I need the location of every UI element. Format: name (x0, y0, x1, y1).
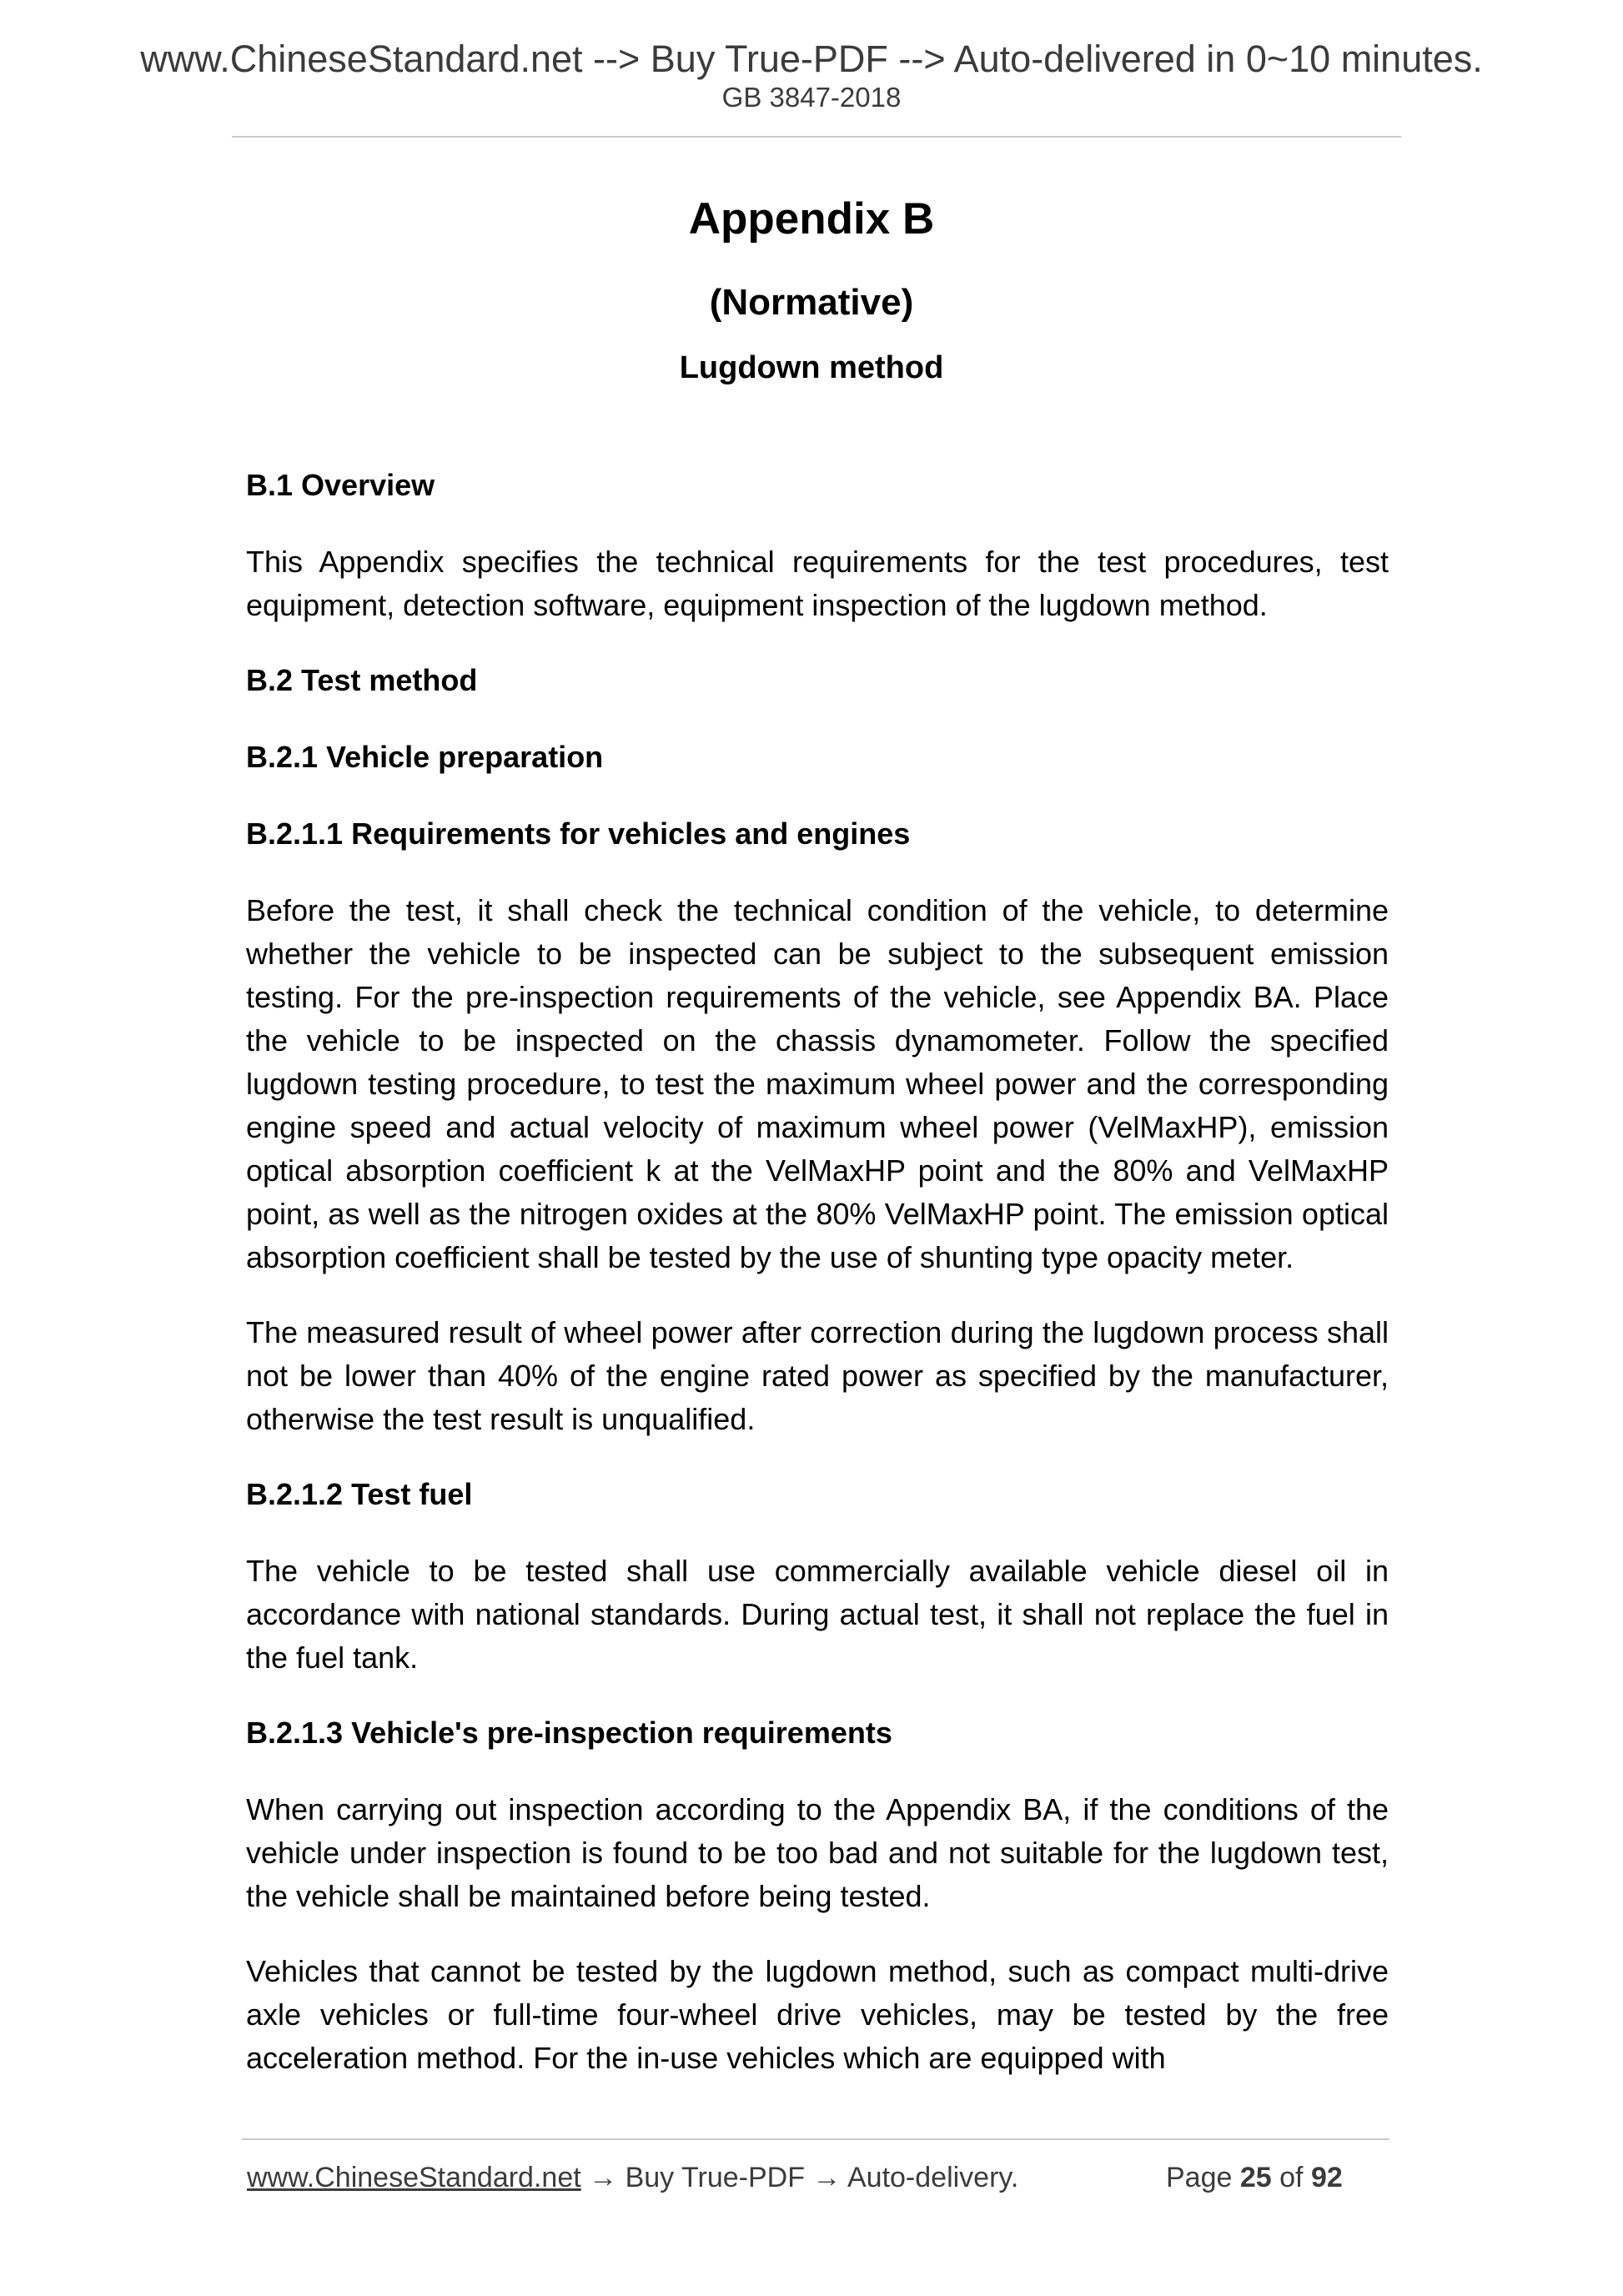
appendix-title: Appendix B (688, 194, 935, 244)
section-heading-b2: B.2 Test method (246, 663, 478, 697)
paragraph-b213-2: Vehicles that cannot be tested by the lugdown method, such as compact multi-drive axle vehicles or full-time four-wheel drive vehicles, may be tested by the free acceleration method. For the in-use vehicles which are equipped with (246, 1954, 1389, 2075)
paragraph-b211-1: Before the test, it shall check the technical condition of the vehicle, to determine whether the vehicle to be inspected can be subject to the subsequent emission testing. For the pre-inspection requirements of the vehicle, see Appendix BA. Place the vehicle to be inspected on the chassis dynamometer. Follow the specified lugdown testing procedure, to test the maximum wheel power and the corresponding engine speed and actual velocity of maximum wheel power (VelMaxHP), emission optical absorption coefficient k at the VelMaxHP point and the 80% and VelMaxHP point, as well as the nitrogen oxides at the 80% VelMaxHP point. The emission optical absorption coefficient shall be tested by the use of shunting type opacity meter. (246, 893, 1389, 1274)
paragraph-b1: This Appendix specifies the technical requirements for the test procedures, test equipment, detection software, equipment inspection of the lugdown method. (246, 545, 1389, 622)
section-heading-b211: B.2.1.1 Requirements for vehicles and engines (246, 816, 911, 851)
footer-divider (242, 2138, 1389, 2140)
footer-promo-text: → Buy True-PDF → Auto-delivery. (580, 2162, 1019, 2193)
section-heading-b21: B.2.1 Vehicle preparation (246, 740, 604, 774)
page-number: 25 (1239, 2162, 1272, 2193)
section-heading-b212: B.2.1.2 Test fuel (246, 1477, 473, 1511)
section-heading-b213: B.2.1.3 Vehicle's pre-inspection requirements (246, 1716, 892, 1750)
paragraph-b212: The vehicle to be tested shall use commercially available vehicle diesel oil in accordance with national standards. During actual test, it shall not replace the fuel in the fuel tank. (246, 1554, 1389, 1675)
footer-site-link[interactable]: www.ChineseStandard.net (247, 2162, 581, 2193)
appendix-subtitle: Lugdown method (679, 350, 944, 385)
paragraph-b211-2: The measured result of wheel power after correction during the lugdown process shall not be lower than 40% of the engine rated power as specified by the manufacturer, otherwise the test result is unqualified. (246, 1315, 1389, 1436)
page-label: Page (1166, 2162, 1233, 2193)
of-label: of (1279, 2162, 1304, 2193)
site-banner: www.ChineseStandard.net --> Buy True-PDF --> Auto-delivered in 0~10 minutes. (140, 38, 1483, 80)
section-heading-b1: B.1 Overview (246, 468, 435, 502)
footer-promo (247, 2163, 1018, 2192)
page-total: 92 (1310, 2162, 1343, 2193)
document-body (246, 464, 1389, 2080)
standard-code: GB 3847-2018 (721, 82, 902, 113)
paragraph-b213-1: When carrying out inspection according to the Appendix BA, if the conditions of the vehicle under inspection is found to be too bad and not suitable for the lugdown test, the vehicle shall be maintained before being tested. (246, 1792, 1389, 1913)
page-indicator (1166, 2163, 1343, 2192)
header-divider (232, 136, 1401, 138)
appendix-type: (Normative) (709, 282, 914, 323)
